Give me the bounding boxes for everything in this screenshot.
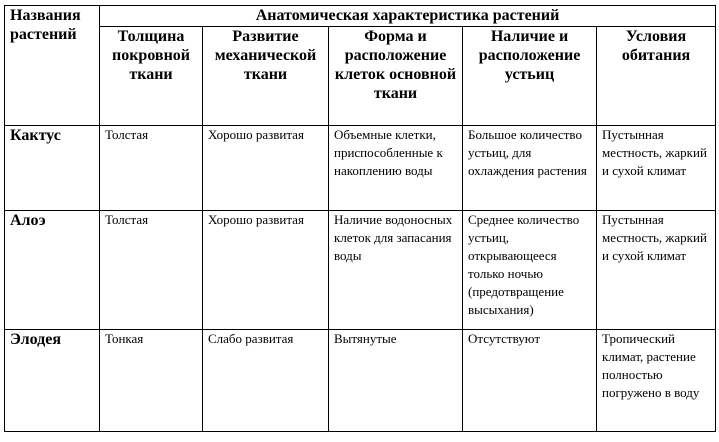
cell-covering-tissue: Тонкая	[100, 330, 203, 432]
plant-anatomy-table	[4, 5, 716, 432]
cell-ground-tissue: Наличие водоносных клеток для запасания воды	[329, 211, 463, 330]
plant-name: Алоэ	[5, 211, 100, 330]
cell-mechanical-tissue: Хорошо развитая	[203, 211, 329, 330]
cell-mechanical-tissue: Хорошо развитая	[203, 126, 329, 211]
cell-habitat: Пустынная местность, жаркий и сухой климат	[597, 211, 716, 330]
cell-covering-tissue: Толстая	[100, 211, 203, 330]
cell-stomata: Среднее количество устьиц, открывающееся только ночью (предотвращение высыхания)	[463, 211, 597, 330]
header-mechanical-tissue-development: Развитие механической ткани	[203, 27, 329, 126]
plant-name: Элодея	[5, 330, 100, 432]
plant-name: Кактус	[5, 126, 100, 211]
cell-ground-tissue: Вытянутые	[329, 330, 463, 432]
cell-covering-tissue: Толстая	[100, 126, 203, 211]
header-anatomical-characteristics: Анатомическая характеристика растений	[100, 6, 716, 27]
cell-stomata: Большое количество устьиц, для охлаждения растения	[463, 126, 597, 211]
cell-mechanical-tissue: Слабо развитая	[203, 330, 329, 432]
cell-stomata: Отсутствуют	[463, 330, 597, 432]
header-ground-tissue-cells: Форма и расположение клеток основной ткани	[329, 27, 463, 126]
table-row	[5, 211, 716, 330]
header-habitat: Условия обитания	[597, 27, 716, 126]
header-stomata: Наличие и расположение устьиц	[463, 27, 597, 126]
table-row	[5, 126, 716, 211]
header-row-group	[5, 6, 716, 27]
header-row-columns	[5, 27, 716, 126]
cell-habitat: Тропический климат, растение полностью погружено в воду	[597, 330, 716, 432]
header-plant-names: Названия растений	[5, 6, 100, 126]
table-row	[5, 330, 716, 432]
cell-ground-tissue: Объемные клетки, приспособленные к накоплению воды	[329, 126, 463, 211]
cell-habitat: Пустынная местность, жаркий и сухой климат	[597, 126, 716, 211]
header-covering-tissue-thickness: Толщина покровной ткани	[100, 27, 203, 126]
